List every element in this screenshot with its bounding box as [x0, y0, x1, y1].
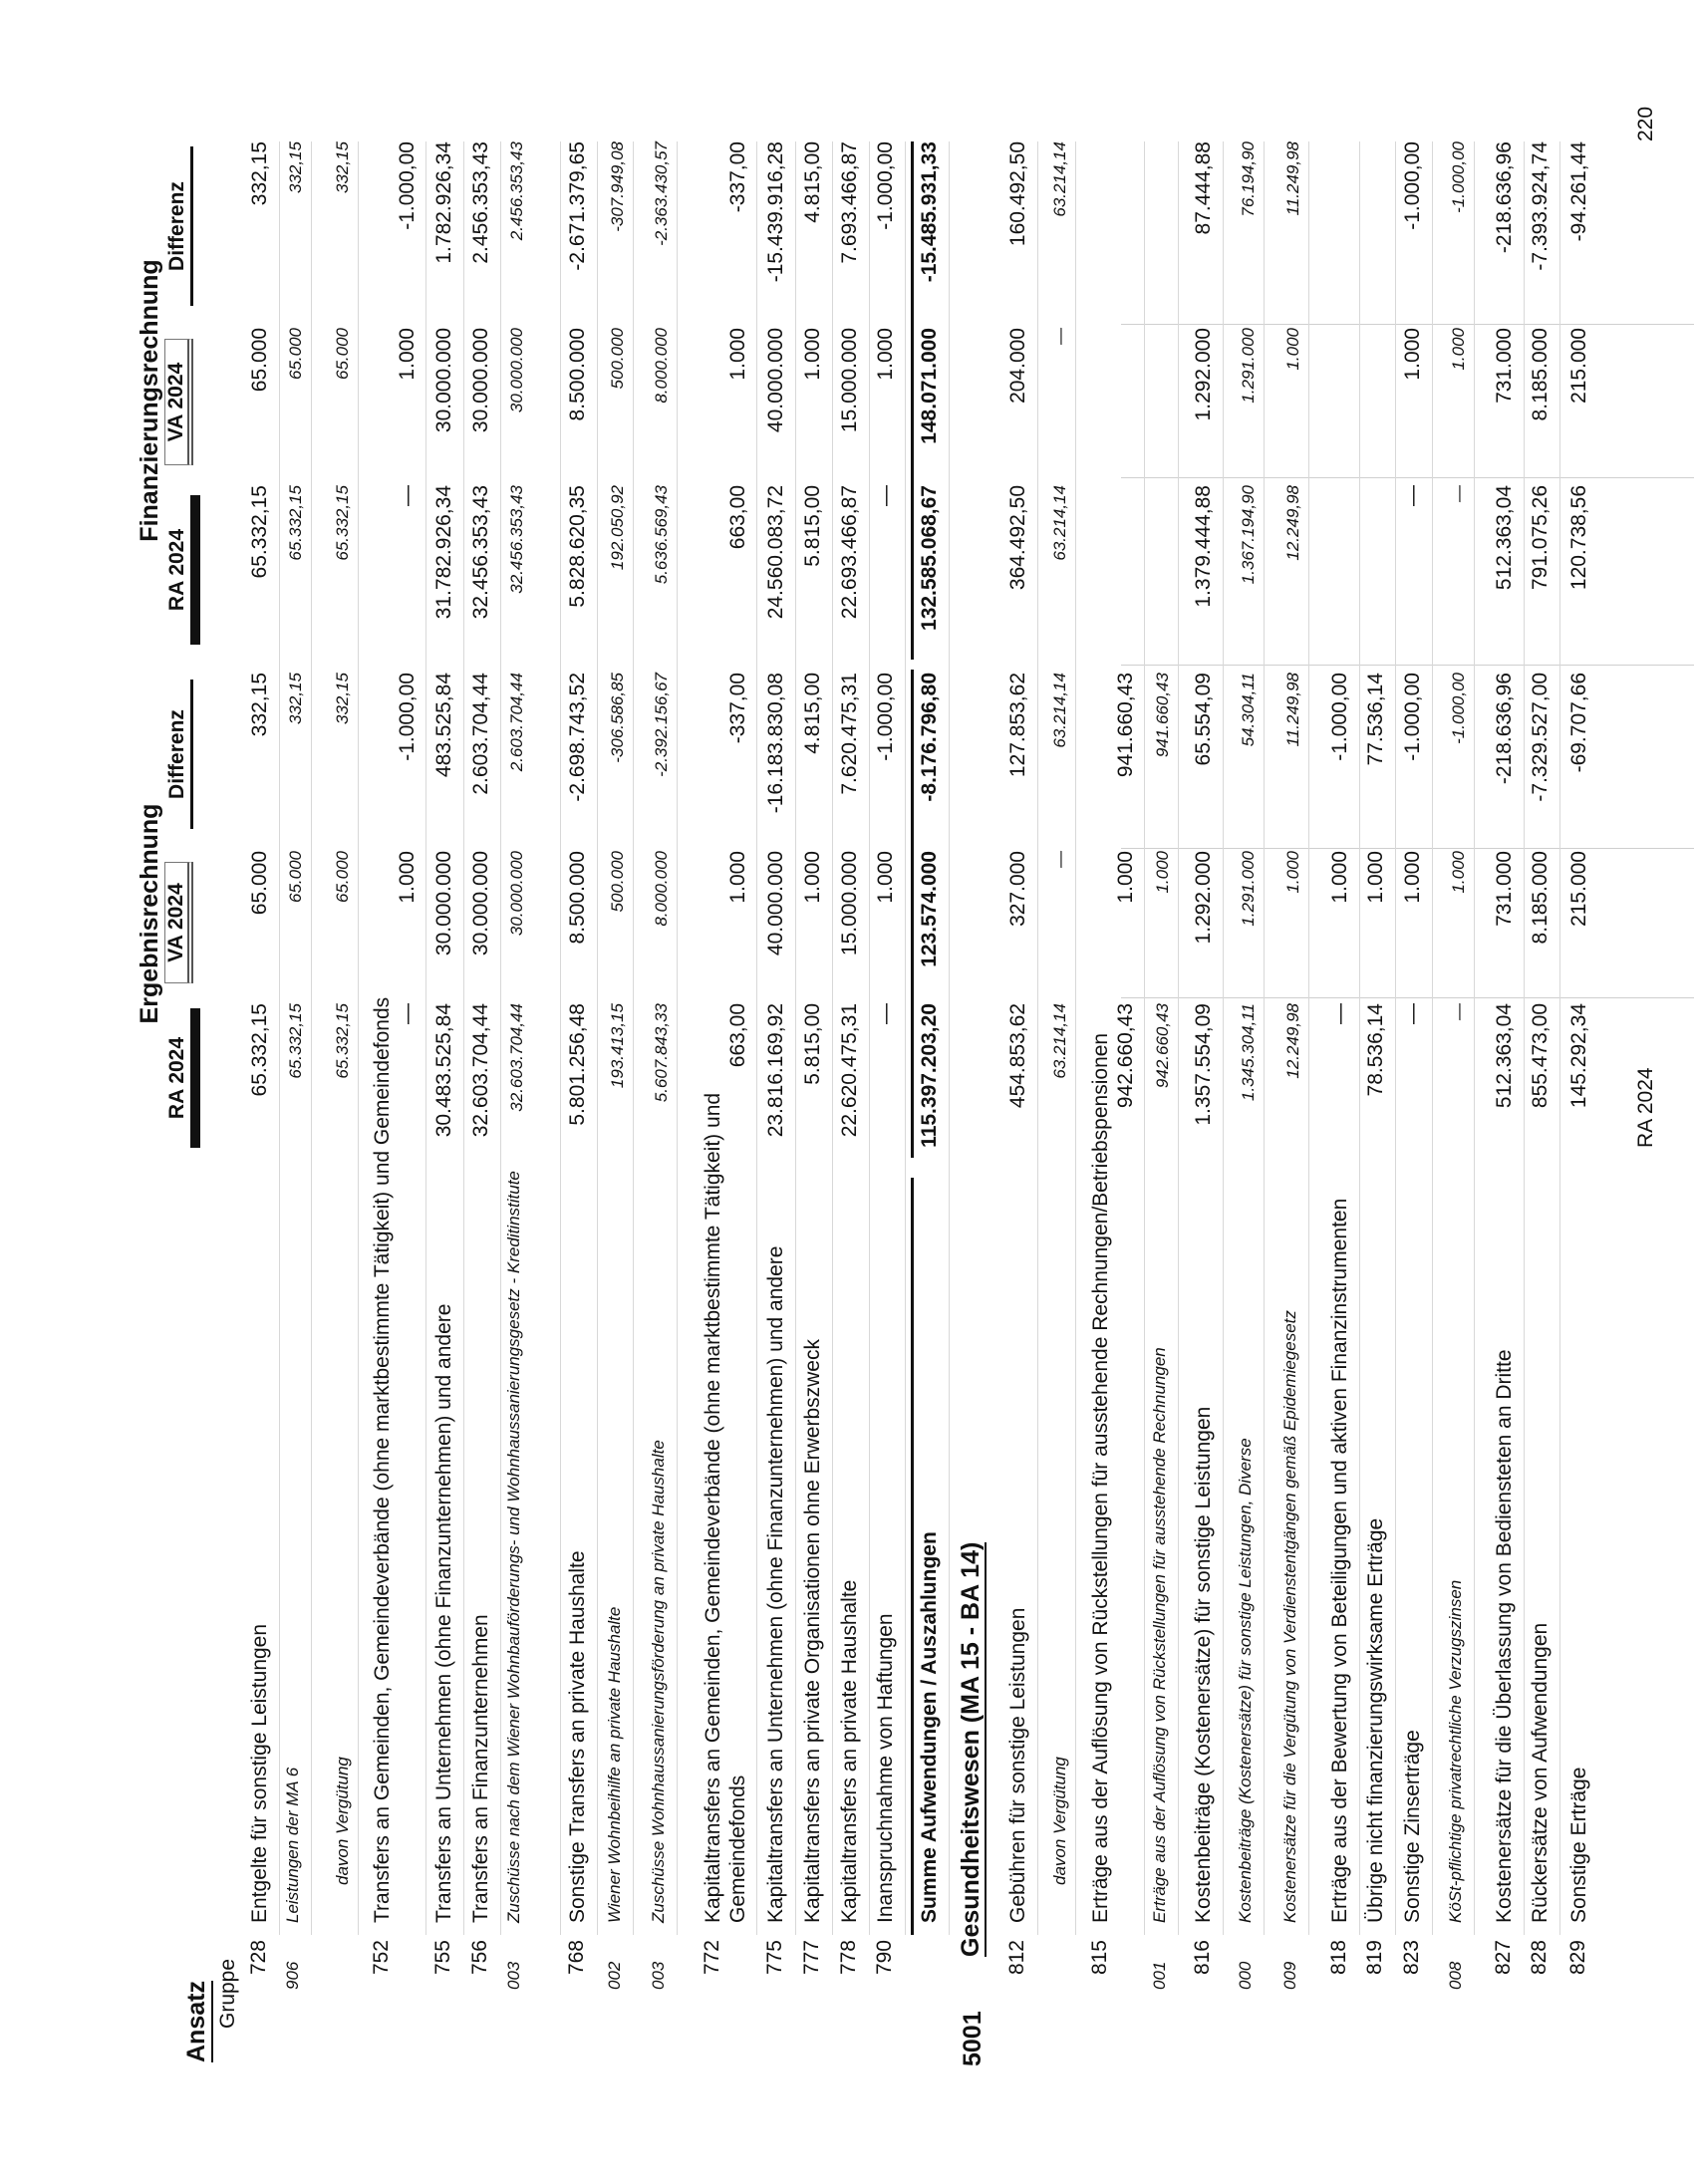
- value-e-ra: 65.332,15: [286, 1003, 305, 1079]
- row-label: Inanspruchnahme von Haftungen: [874, 1613, 897, 1923]
- ergebnis-col-diff: Differenz: [164, 680, 193, 829]
- value-e-ra: 78.536,14: [1364, 1003, 1387, 1097]
- row-label: Summe Aufwendungen / Auszahlungen: [918, 1531, 941, 1923]
- finanz-col-ra: RA 2024: [164, 495, 200, 645]
- value-e-va: 500.000: [608, 851, 627, 913]
- value-f-va: 1.000: [1401, 328, 1424, 381]
- value-e-ra: 454.853,62: [1006, 1003, 1029, 1109]
- value-e-ra: 942.660,43: [1114, 1003, 1137, 1109]
- value-f-va: 8.500.000: [566, 328, 589, 421]
- row-separator: [500, 141, 501, 1935]
- value-f-ra: 132.585.068,67: [918, 485, 941, 631]
- row-label: Kapitaltransfers an private Organisationen ohne Erwerbszweck: [801, 1339, 824, 1923]
- value-e-va: 1.000: [396, 851, 419, 904]
- value-e-diff: -306.586,85: [608, 673, 627, 763]
- row-label: Erträge aus der Auflösung von Rückstellungen für ausstehende Rechnungen/Betriebspensionen: [1089, 1032, 1112, 1923]
- value-f-diff: -7.393.924,74: [1529, 141, 1552, 271]
- value-e-diff: 483.525,84: [432, 673, 455, 778]
- value-e-diff: 941.660,43: [1153, 673, 1172, 758]
- value-e-va: 1.000: [801, 851, 824, 904]
- row-label: Kostenbeiträge (Kostenersätze) für sonstige Leistungen: [1192, 1406, 1215, 1923]
- value-e-diff: 4.815,00: [801, 673, 824, 754]
- row-code: 728: [247, 1940, 270, 1976]
- value-f-va: 1.000: [801, 328, 824, 381]
- value-e-ra: 5.801.256,48: [566, 1003, 589, 1126]
- value-f-ra: 12.249,98: [1283, 485, 1302, 561]
- value-e-va: 1.000: [1364, 851, 1387, 904]
- column-rule: [1121, 323, 1694, 325]
- row-separator: [279, 141, 280, 1935]
- row-code: 816: [1191, 1940, 1214, 1976]
- row-separator: [869, 141, 870, 1935]
- value-f-diff: 160.492,50: [1006, 141, 1029, 247]
- row-separator: [756, 141, 757, 1935]
- row-label: Sonstige Transfers an private Haushalte: [566, 1550, 589, 1923]
- row-code: 000: [1236, 1961, 1255, 1990]
- value-e-va: 123.574.000: [918, 851, 941, 967]
- row-code: 756: [468, 1940, 491, 1976]
- value-f-ra: 120.738,56: [1567, 485, 1590, 591]
- ergebnis-col-va: VA 2024: [164, 862, 193, 983]
- row-separator: [1432, 141, 1433, 1935]
- value-e-diff: 11.249,98: [1283, 673, 1302, 747]
- value-f-diff: -15.485.931,33: [918, 141, 941, 283]
- sum-rule: [911, 670, 914, 1158]
- value-f-diff: -218.636,96: [1493, 141, 1516, 254]
- value-f-va: 731.000: [1493, 328, 1516, 404]
- row-separator: [1474, 141, 1475, 1935]
- row-code: 777: [800, 1940, 823, 1976]
- row-separator: [677, 141, 678, 1935]
- row-code: 906: [283, 1961, 302, 1990]
- value-f-va: 15.000.000: [838, 328, 861, 433]
- value-f-diff: -337,00: [726, 141, 749, 213]
- value-e-va: 1.000: [1401, 851, 1424, 904]
- column-rule: [1121, 664, 1694, 666]
- value-f-va: 30.000.000: [432, 328, 455, 433]
- value-e-ra: 193.413,15: [608, 1003, 627, 1089]
- row-label: Kostenersätze für die Überlassung von Bediensteten an Dritte: [1493, 1349, 1516, 1923]
- value-e-diff: 54.304,11: [1239, 673, 1258, 747]
- value-f-diff: 7.693.466,87: [838, 141, 861, 264]
- row-code: 003: [649, 1961, 668, 1990]
- row-separator: [1308, 141, 1309, 1935]
- value-f-va: 1.000: [396, 328, 419, 381]
- row-code: 828: [1528, 1940, 1551, 1976]
- value-e-va: 40.000.000: [764, 851, 787, 956]
- value-f-ra: 22.693.466,87: [838, 485, 861, 620]
- finanz-col-diff: Differenz: [164, 146, 193, 306]
- value-f-diff: -1.000,00: [1401, 141, 1424, 230]
- column-rule: [1121, 476, 1694, 478]
- value-e-va: 327.000: [1006, 851, 1029, 927]
- value-e-va: 65.000: [248, 851, 271, 916]
- row-label: Gebühren für sonstige Leistungen: [1006, 1607, 1029, 1923]
- value-e-va: 8.500.000: [566, 851, 589, 945]
- value-e-ra: 32.603.704,44: [507, 1003, 526, 1112]
- row-label: Transfers an Finanzunternehmen: [469, 1614, 492, 1923]
- row-label: Kapitaltransfers an Unternehmen (ohne Finanzunternehmen) und andere: [764, 1245, 787, 1923]
- row-label: Wiener Wohnbeihilfe an private Haushalte: [605, 1606, 624, 1923]
- value-f-va: —: [1050, 328, 1069, 345]
- value-f-diff: -15.439.916,28: [764, 141, 787, 283]
- sum-rule: [911, 141, 914, 660]
- row-code: 790: [873, 1940, 896, 1976]
- value-e-ra: —: [1328, 1003, 1351, 1024]
- row-code: 5001: [959, 2011, 987, 2066]
- value-f-ra: —: [396, 485, 419, 506]
- value-f-va: 30.000.000: [507, 328, 526, 413]
- value-f-diff: 332,15: [286, 141, 305, 193]
- row-separator: [633, 141, 634, 1935]
- value-e-ra: —: [1401, 1003, 1424, 1024]
- value-f-diff: -2.671.379,65: [566, 141, 589, 271]
- value-e-va: 65.000: [286, 851, 305, 903]
- value-f-diff: 332,15: [248, 141, 271, 206]
- value-f-diff: 2.456.353,43: [507, 141, 526, 241]
- ansatz-heading: Ansatz: [181, 1981, 213, 2062]
- row-label: Kostenersätze für die Vergütung von Verdienstentgängen gemäß Epidemiegesetz: [1280, 1310, 1299, 1923]
- value-e-ra: —: [874, 1003, 897, 1024]
- row-code: 009: [1280, 1961, 1299, 1990]
- row-label: KöSt-pflichtige privatrechtliche Verzugszinsen: [1446, 1579, 1465, 1923]
- row-code: 755: [431, 1940, 454, 1976]
- row-label: [959, 1010, 984, 1957]
- value-f-va: 215.000: [1567, 328, 1590, 404]
- value-e-va: 30.000.000: [432, 851, 455, 956]
- value-f-ra: 24.560.083,72: [764, 485, 787, 620]
- value-e-diff: -69.707,66: [1567, 673, 1590, 773]
- value-e-va: 1.000: [1328, 851, 1351, 904]
- value-f-diff: 11.249,98: [1283, 141, 1302, 216]
- value-f-va: 1.291.000: [1239, 328, 1258, 404]
- value-e-diff: -16.183.830,08: [764, 673, 787, 814]
- value-e-va: 1.000: [874, 851, 897, 904]
- value-e-va: 731.000: [1493, 851, 1516, 927]
- value-e-diff: -7.329.527,00: [1529, 673, 1552, 802]
- row-code: 001: [1150, 1961, 1169, 1990]
- value-e-ra: 115.397.203,20: [918, 1003, 941, 1148]
- value-f-va: 1.000: [874, 328, 897, 381]
- value-e-ra: 942.660,43: [1153, 1003, 1172, 1089]
- value-f-ra: 663,00: [726, 485, 749, 550]
- value-f-diff: 2.456.353,43: [469, 141, 492, 264]
- row-separator: [425, 141, 426, 1935]
- value-e-diff: -1.000,00: [1449, 673, 1468, 744]
- row-code: 829: [1566, 1940, 1589, 1976]
- value-e-ra: 855.473,00: [1529, 1003, 1552, 1109]
- value-e-ra: 512.363,04: [1493, 1003, 1516, 1109]
- row-code: 778: [837, 1940, 860, 1976]
- value-f-ra: 791.075,26: [1529, 485, 1552, 591]
- value-f-va: 8.185.000: [1529, 328, 1552, 421]
- value-f-va: 1.000: [726, 328, 749, 381]
- value-e-ra: 23.816.169,92: [764, 1003, 787, 1138]
- value-e-diff: 332,15: [286, 673, 305, 724]
- row-separator: [463, 141, 464, 1935]
- value-f-diff: 76.194,90: [1239, 141, 1258, 217]
- value-f-ra: 31.782.926,34: [432, 485, 455, 620]
- row-separator: [560, 141, 561, 1935]
- row-label: Zuschüsse Wohnhaussanierungsförderung an private Haushalte: [649, 1440, 668, 1923]
- row-code: 008: [1446, 1961, 1465, 1990]
- value-f-ra: —: [1449, 485, 1468, 502]
- value-e-ra: 1.345.304,11: [1239, 1003, 1258, 1101]
- value-f-va: 65.000: [333, 328, 352, 380]
- ergebnisrechnung-title: Ergebnisrechnung: [136, 803, 163, 1024]
- value-f-diff: -2.363.430,57: [652, 141, 671, 246]
- value-f-diff: 87.444,88: [1192, 141, 1215, 235]
- row-separator: [832, 141, 833, 1935]
- row-separator: [597, 141, 598, 1935]
- value-e-diff: -337,00: [726, 673, 749, 744]
- value-f-ra: 5.636.569,43: [652, 485, 671, 585]
- row-label: Sonstige Erträge: [1567, 1767, 1590, 1923]
- value-f-diff: -94.261,44: [1567, 141, 1590, 242]
- value-e-va: 30.000.000: [507, 851, 526, 937]
- row-separator: [1075, 141, 1076, 1935]
- row-code: 819: [1363, 1940, 1386, 1976]
- row-separator: [795, 141, 796, 1935]
- value-f-diff: 63.214,14: [1050, 141, 1069, 217]
- row-code: 827: [1492, 1940, 1515, 1976]
- value-f-diff: -307.949,08: [608, 141, 627, 232]
- value-f-ra: 65.332,15: [248, 485, 271, 579]
- row-label: davon Vergütung: [1050, 1757, 1069, 1885]
- row-separator: [1359, 141, 1360, 1935]
- row-label: davon Vergütung: [333, 1757, 352, 1885]
- value-f-ra: 32.456.353,43: [507, 485, 526, 594]
- row-code: 815: [1088, 1940, 1111, 1976]
- row-code: 812: [1005, 1940, 1028, 1976]
- value-e-ra: —: [396, 1003, 419, 1024]
- row-code: 772: [701, 1940, 723, 1976]
- value-f-diff: -1.000,00: [874, 141, 897, 230]
- value-f-va: 148.071.000: [918, 328, 941, 444]
- row-code: 768: [565, 1940, 588, 1976]
- value-e-va: 1.000: [1114, 851, 1137, 904]
- row-separator: [1559, 141, 1560, 1935]
- value-f-va: 1.292.000: [1192, 328, 1215, 421]
- value-f-va: 1.000: [1449, 328, 1468, 371]
- value-e-diff: -1.000,00: [874, 673, 897, 761]
- row-label: Transfers an Gemeinden, Gemeindeverbände (ohne marktbestimmte Tätigkeit) und Gemeindefonds: [371, 996, 394, 1923]
- value-f-ra: 32.456.353,43: [469, 485, 492, 620]
- row-separator: [1524, 141, 1525, 1935]
- value-e-diff: -1.000,00: [1401, 673, 1424, 761]
- section-title: Gesundheitswesen (MA 15 - BA 14): [957, 1541, 985, 1957]
- value-e-diff: 332,15: [333, 673, 352, 724]
- value-e-ra: 63.214,14: [1050, 1003, 1069, 1079]
- value-e-ra: 65.332,15: [248, 1003, 271, 1097]
- value-e-ra: 5.607.843,33: [652, 1003, 671, 1103]
- value-e-diff: 7.620.475,31: [838, 673, 861, 795]
- row-label: Kostenbeiträge (Kostenersätze) für sonstige Leistungen, Diverse: [1236, 1438, 1255, 1923]
- value-e-ra: 5.815,00: [801, 1003, 824, 1085]
- value-e-va: 1.000: [1283, 851, 1302, 894]
- row-code: 818: [1327, 1940, 1350, 1976]
- value-f-diff: 332,15: [333, 141, 352, 193]
- value-e-va: 215.000: [1567, 851, 1590, 927]
- value-f-ra: 65.332,15: [333, 485, 352, 561]
- value-e-diff: 77.536,14: [1364, 673, 1387, 766]
- finanz-col-va: VA 2024: [164, 339, 193, 465]
- row-separator: [905, 141, 906, 1935]
- row-separator: [1178, 141, 1179, 1935]
- row-label: Entgelte für sonstige Leistungen: [248, 1623, 271, 1923]
- row-code: 002: [605, 1961, 624, 1990]
- value-f-va: 500.000: [608, 328, 627, 390]
- value-e-va: 8.000.000: [652, 851, 671, 927]
- value-e-diff: 63.214,14: [1050, 673, 1069, 748]
- row-separator: [1144, 141, 1145, 1935]
- value-e-diff: 332,15: [248, 673, 271, 737]
- value-e-va: 1.000: [1153, 851, 1172, 894]
- value-e-diff: -2.392.156,67: [652, 673, 671, 777]
- value-e-diff: 2.603.704,44: [469, 673, 492, 795]
- value-e-va: —: [1050, 851, 1069, 868]
- value-e-diff: 941.660,43: [1114, 673, 1137, 778]
- value-f-va: 8.000.000: [652, 328, 671, 404]
- row-label: Erträge aus der Bewertung von Beteiligungen und aktiven Finanzinstrumenten: [1328, 1198, 1351, 1923]
- value-e-va: 65.000: [333, 851, 352, 903]
- row-code: 775: [763, 1940, 786, 1976]
- row-label: Kapitaltransfers an private Haushalte: [838, 1579, 861, 1923]
- value-e-va: 1.000: [726, 851, 749, 904]
- row-separator: [1395, 141, 1396, 1935]
- value-f-va: 204.000: [1006, 328, 1029, 404]
- value-e-ra: 1.357.554,09: [1192, 1003, 1215, 1126]
- ergebnis-col-ra: RA 2024: [164, 1008, 200, 1148]
- value-e-diff: -8.176.796,80: [918, 673, 941, 802]
- value-e-va: 1.000: [1449, 851, 1468, 894]
- value-f-ra: 364.492,50: [1006, 485, 1029, 591]
- value-f-ra: 1.367.194,90: [1239, 485, 1258, 585]
- value-e-va: 8.185.000: [1529, 851, 1552, 945]
- value-e-diff: -2.698.743,52: [566, 673, 589, 802]
- row-label: Transfers an Unternehmen (ohne Finanzunternehmen) und andere: [432, 1303, 455, 1923]
- row-separator: [1223, 141, 1224, 1935]
- value-e-va: 1.292.000: [1192, 851, 1215, 945]
- value-f-ra: 512.363,04: [1493, 485, 1516, 591]
- value-e-ra: —: [1449, 1003, 1468, 1020]
- value-f-ra: 1.379.444,88: [1192, 485, 1215, 608]
- column-rule: [1121, 847, 1694, 849]
- value-e-diff: -1.000,00: [396, 673, 419, 761]
- row-label: Erträge aus der Auflösung von Rückstellungen für ausstehende Rechnungen: [1150, 1347, 1169, 1923]
- row-label: Sonstige Zinserträge: [1401, 1730, 1424, 1923]
- value-f-diff: 4.815,00: [801, 141, 824, 223]
- sum-rule: [911, 1178, 914, 1935]
- value-e-diff: -1.000,00: [1328, 673, 1351, 761]
- value-f-ra: 63.214,14: [1050, 485, 1069, 561]
- footer-report: RA 2024: [1634, 1067, 1657, 1148]
- row-separator: [1264, 141, 1265, 1935]
- row-label: Leistungen der MA 6: [283, 1767, 302, 1923]
- row-code: 003: [504, 1961, 523, 1990]
- value-f-va: 65.000: [286, 328, 305, 380]
- value-f-diff: -1.000,00: [396, 141, 419, 230]
- value-e-ra: 145.292,34: [1567, 1003, 1590, 1109]
- value-e-diff: 127.853,62: [1006, 673, 1029, 778]
- row-label: Kapitaltransfers an Gemeinden, Gemeindeverbände (ohne marktbestimmte Tätigkeit) und Gemeindefonds: [702, 1092, 749, 1923]
- value-e-va: 1.291.000: [1239, 851, 1258, 927]
- value-e-diff: -218.636,96: [1493, 673, 1516, 785]
- value-e-ra: 32.603.704,44: [469, 1003, 492, 1138]
- value-e-diff: 65.554,09: [1192, 673, 1215, 766]
- value-f-ra: 5.828.620,35: [566, 485, 589, 608]
- value-f-ra: 65.332,15: [286, 485, 305, 561]
- value-f-va: 1.000: [1283, 328, 1302, 371]
- value-f-diff: 1.782.926,34: [432, 141, 455, 264]
- value-e-ra: 65.332,15: [333, 1003, 352, 1079]
- value-f-ra: 192.050,92: [608, 485, 627, 571]
- value-f-diff: -1.000,00: [1449, 141, 1468, 213]
- value-f-ra: —: [1401, 485, 1424, 506]
- gruppe-heading: Gruppe: [216, 1958, 239, 2029]
- finanzierungsrechnung-title: Finanzierungsrechnung: [136, 259, 163, 542]
- row-label: Zuschüsse nach dem Wiener Wohnbauförderungs- und Wohnhaussanierungsgesetz - Kreditinstitute: [504, 1171, 523, 1923]
- footer-page-number: 220: [1634, 106, 1657, 141]
- row-separator: [1037, 141, 1038, 1935]
- value-e-ra: 663,00: [726, 1003, 749, 1068]
- row-separator: [311, 141, 312, 1935]
- value-f-va: 65.000: [248, 328, 271, 393]
- value-e-ra: 22.620.475,31: [838, 1003, 861, 1138]
- row-code: 752: [370, 1940, 393, 1976]
- value-f-va: 40.000.000: [764, 328, 787, 433]
- value-e-va: 15.000.000: [838, 851, 861, 956]
- value-e-ra: 12.249,98: [1283, 1003, 1302, 1079]
- value-e-diff: 2.603.704,44: [507, 673, 526, 772]
- row-label: Rückersätze von Aufwendungen: [1529, 1622, 1552, 1923]
- row-label: Übrige nicht finanzierungswirksame Erträge: [1364, 1517, 1387, 1923]
- value-f-va: 30.000.000: [469, 328, 492, 433]
- row-separator: [358, 141, 359, 1935]
- value-e-va: 30.000.000: [469, 851, 492, 956]
- value-e-ra: 30.483.525,84: [432, 1003, 455, 1138]
- row-code: 823: [1400, 1940, 1423, 1976]
- row-separator: [949, 141, 950, 1935]
- value-f-ra: —: [874, 485, 897, 506]
- value-f-ra: 5.815,00: [801, 485, 824, 567]
